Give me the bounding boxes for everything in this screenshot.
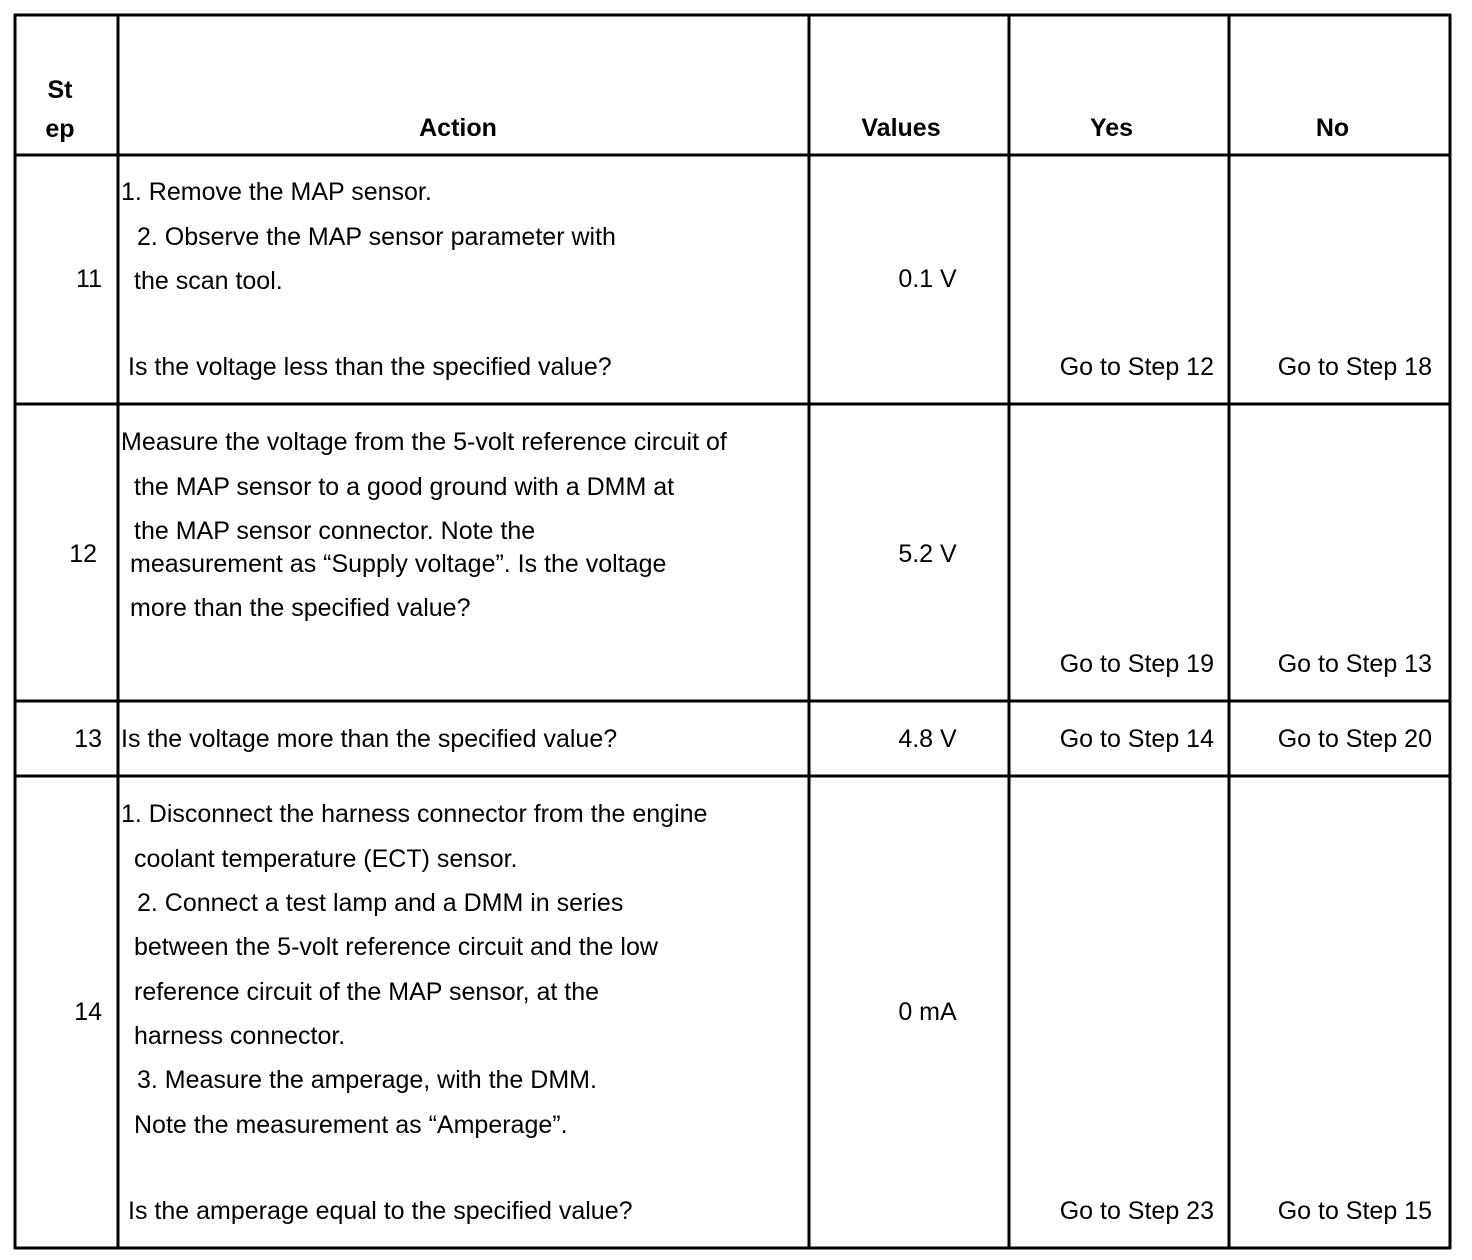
- row-12-action-line: the MAP sensor to a good ground with a DMM at: [134, 473, 675, 501]
- row-11-action-question: Is the voltage less than the specified value?: [128, 353, 612, 381]
- header-step-line1: St: [47, 76, 73, 104]
- row-13-yes: Go to Step 14: [1059, 725, 1214, 753]
- header-action: Action: [419, 114, 497, 142]
- row-14-action-line: reference circuit of the MAP sensor, at the: [134, 978, 600, 1006]
- row-12-action-line: more than the specified value?: [130, 594, 471, 622]
- row-13-value: 4.8 V: [898, 725, 957, 753]
- row-14-action-line: between the 5-volt reference circuit and the low: [134, 933, 658, 961]
- row-12-yes: Go to Step 19: [1059, 650, 1214, 678]
- row-11-no: Go to Step 18: [1277, 353, 1432, 381]
- row-12-action-line: Measure the voltage from the 5-volt reference circuit of: [121, 428, 727, 456]
- row-14-action-line: harness connector.: [134, 1022, 346, 1050]
- row-12-step: 12: [69, 540, 97, 568]
- row-11-action-line: the scan tool.: [134, 267, 283, 295]
- row-12-action-line: measurement as “Supply voltage”. Is the voltage: [130, 550, 667, 578]
- row-13-step: 13: [74, 725, 102, 753]
- row-12-no: Go to Step 13: [1277, 650, 1432, 678]
- row-14-yes: Go to Step 23: [1059, 1197, 1214, 1225]
- row-14-action-question: Is the amperage equal to the specified value?: [128, 1197, 633, 1225]
- row-14-action-line: 3. Measure the amperage, with the DMM.: [137, 1066, 597, 1094]
- row-13-no: Go to Step 20: [1277, 725, 1432, 753]
- row-14-action-line: Note the measurement as “Amperage”.: [134, 1111, 568, 1139]
- header-step-line2: ep: [45, 115, 75, 143]
- row-14-value: 0 mA: [898, 998, 957, 1026]
- row-11-action-line: 1. Remove the MAP sensor.: [121, 178, 432, 206]
- header-no: No: [1315, 114, 1350, 142]
- row-11-step: 11: [76, 265, 102, 293]
- row-12-value: 5.2 V: [898, 540, 957, 568]
- header-values: Values: [861, 114, 941, 142]
- row-11-value: 0.1 V: [898, 265, 957, 293]
- header-step: [15, 76, 105, 144]
- row-14-action-line: 2. Connect a test lamp and a DMM in series: [137, 889, 624, 917]
- header-yes: Yes: [1089, 114, 1134, 142]
- row-14-no: Go to Step 15: [1277, 1197, 1432, 1225]
- row-11-yes: Go to Step 12: [1059, 353, 1214, 381]
- row-11-action-line: 2. Observe the MAP sensor parameter with: [137, 223, 616, 251]
- row-14-action-line: coolant temperature (ECT) sensor.: [134, 845, 518, 873]
- row-14-action-line: 1. Disconnect the harness connector from the engine: [121, 800, 708, 828]
- row-13-action-question: Is the voltage more than the specified value?: [121, 725, 618, 753]
- row-12-action-line: the MAP sensor connector. Note the: [134, 517, 536, 545]
- row-14-step: 14: [74, 998, 102, 1026]
